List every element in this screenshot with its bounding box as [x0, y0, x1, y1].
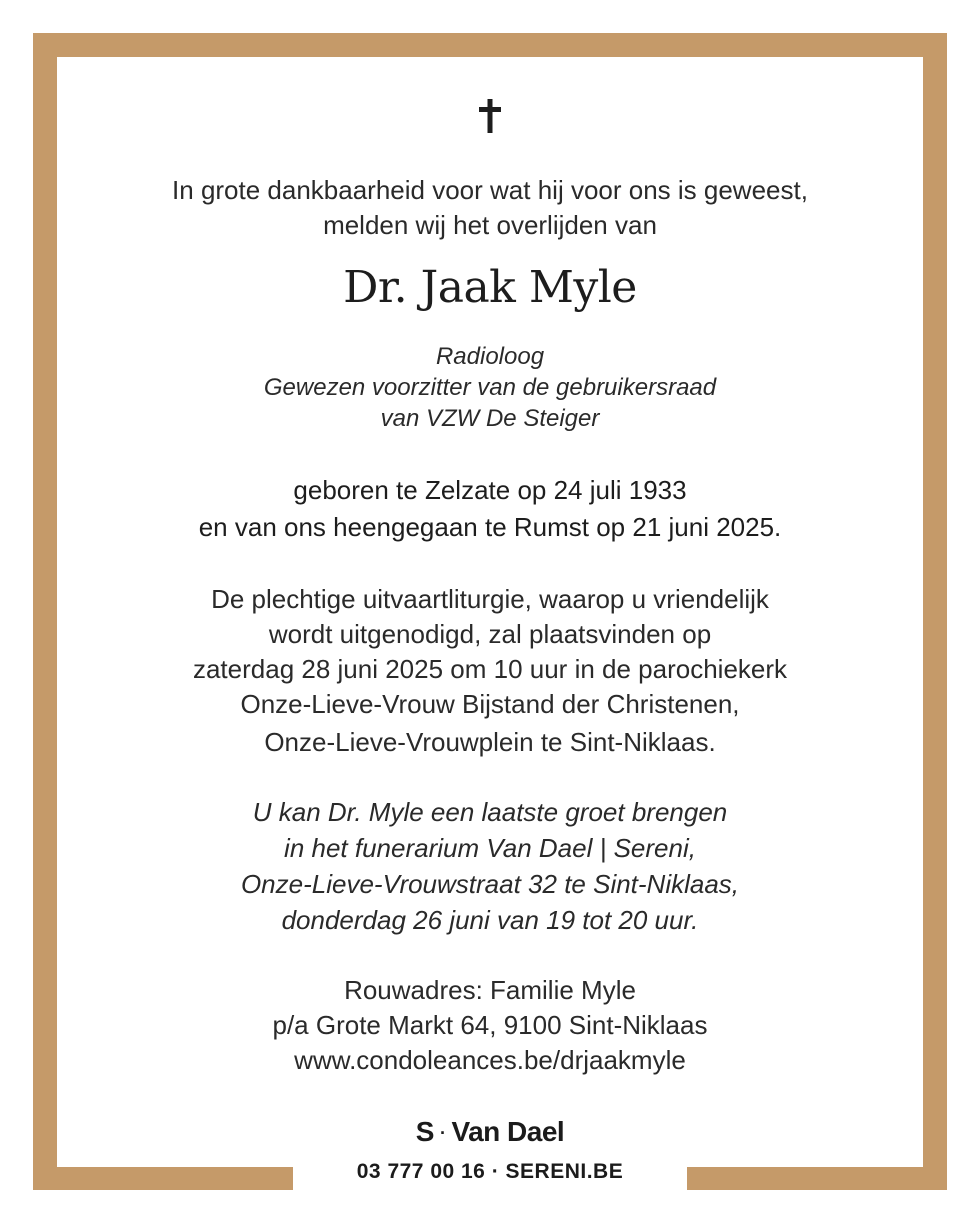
- funeral-line-5: Onze-Lieve-Vrouwplein te Sint-Niklaas.: [264, 727, 716, 757]
- funeral-home-logo: [293, 1116, 687, 1148]
- address-line-1: Rouwadres: Familie Myle: [344, 975, 636, 1005]
- footer-contact: 03 777 00 16 · SERENI.BE: [356, 1160, 624, 1183]
- funeral-line-1: De plechtige uitvaartliturgie, waarop u vriendelijk: [211, 584, 769, 614]
- birth-line: geboren te Zelzate op 24 juli 1933: [293, 475, 687, 505]
- title-line-3: van VZW De Steiger: [380, 405, 600, 432]
- visitation-line-4: donderdag 26 juni van 19 tot 20 uur.: [281, 905, 699, 935]
- visitation-line-1: U kan Dr. Myle een laatste groet brengen: [252, 797, 728, 827]
- deceased-name: Dr. Jaak Myle: [343, 262, 637, 313]
- title-line-1: Radioloog: [435, 343, 545, 370]
- logo-dot: ·: [439, 1123, 446, 1144]
- intro-line-1: In grote dankbaarheid voor wat hij voor ons is geweest,: [172, 175, 808, 205]
- visitation-line-3: Onze-Lieve-Vrouwstraat 32 te Sint-Niklaas,: [240, 869, 740, 899]
- title-line-2: Gewezen voorzitter van de gebruikersraad: [263, 374, 717, 401]
- intro-line-2: melden wij het overlijden van: [323, 210, 657, 240]
- logo-s: S: [415, 1116, 434, 1147]
- funeral-line-2: wordt uitgenodigd, zal plaatsvinden op: [268, 619, 712, 649]
- address-line-2: p/a Grote Markt 64, 9100 Sint-Niklaas: [272, 1010, 708, 1040]
- death-line: en van ons heengegaan te Rumst op 21 juni 2025.: [198, 512, 782, 542]
- latin-cross-icon: [57, 99, 923, 139]
- funeral-line-4: Onze-Lieve-Vrouw Bijstand der Christenen,: [240, 689, 740, 719]
- funeral-line-3: zaterdag 28 juni 2025 om 10 uur in de parochiekerk: [192, 654, 788, 684]
- logo-name: Van Dael: [451, 1116, 565, 1147]
- visitation-line-2: in het funerarium Van Dael | Sereni,: [284, 833, 696, 863]
- condolence-link[interactable]: www.condoleances.be/drjaakmyle: [294, 1045, 686, 1075]
